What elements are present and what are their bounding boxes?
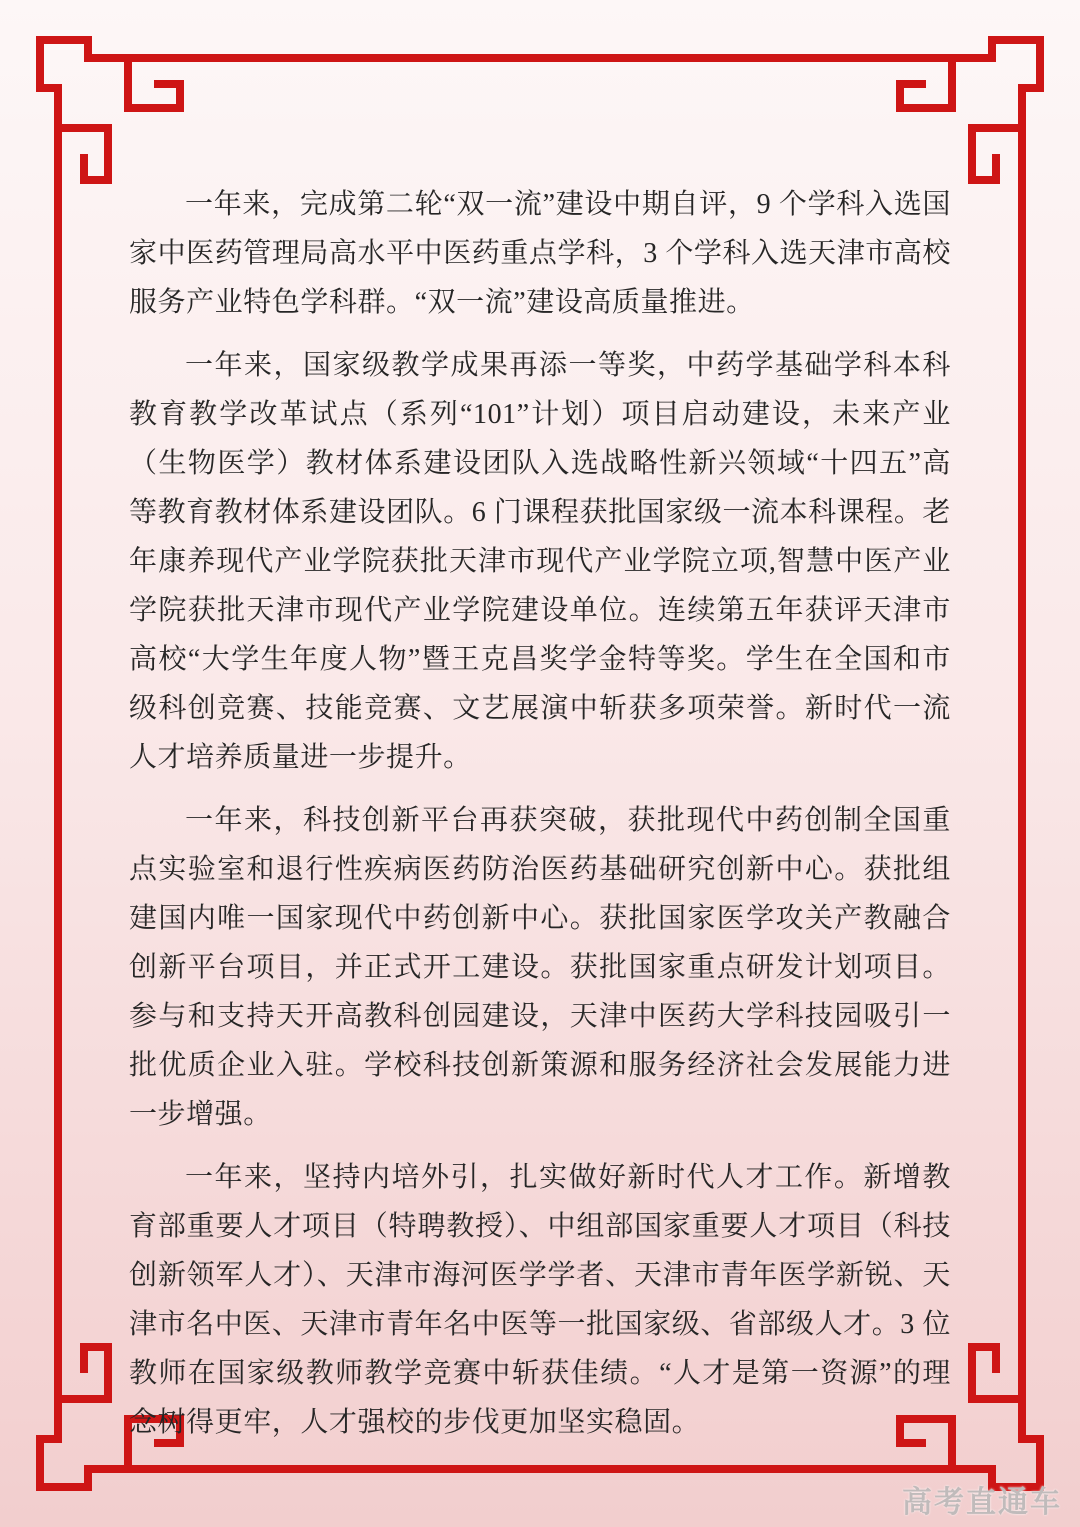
body-paragraph: 一年来，科技创新平台再获突破，获批现代中药创制全国重点实验室和退行性疾病医药防治医药基础研究创新中心。获批组建国内唯一国家现代中药创新中心。获批国家医学攻关产教融合创新平台项目，并正式开工建设。获批国家重点研发计划项目。参与和支持天开高教科创园建设，天津中医药大学科技园吸引一批优质企业入驻。学校科技创新策源和服务经济社会发展能力进一步增强。: [129, 805, 951, 1130]
corner-ornament-top-left-icon: [30, 30, 200, 200]
frame-edge-left: [54, 188, 62, 1339]
body-paragraph: 一年来，国家级教学成果再添一等奖，中药学基础学科本科教育教学改革试点（系列“101”计划）项目启动建设，未来产业（生物医学）教材体系建设团队入选战略性新兴领域“十四五”高等教育教材体系建设团队。6 门课程获批国家级一流本科课程。老年康养现代产业学院获批天津市现代产业学院立项,智慧中医产业学院获批天津市现代产业学院建设单位。连续第五年获评天津市高校“大学生年度人物”暨王克昌奖学金特等奖。学生在全国和市级科创竞赛、技能竞赛、文艺展演中斩获多项荣誉。新时代一流人才培养质量进一步提升。: [129, 350, 951, 773]
watermark-text: 高考直通车: [902, 1486, 1062, 1519]
frame-edge-top: [188, 54, 892, 62]
body-paragraph: 一年来，完成第二轮“双一流”建设中期自评，9 个学科入选国家中医药管理局高水平中医药重点学科，3 个学科入选天津市高校服务产业特色学科群。“双一流”建设高质量推进。: [129, 189, 951, 318]
corner-ornament-top-right-icon: [880, 30, 1050, 200]
body-paragraph: 一年来，坚持内培外引，扎实做好新时代人才工作。新增教育部重要人才项目（特聘教授）、中组部国家重要人才项目（科技创新领军人才）、天津市海河医学学者、天津市青年医学新锐、天津市名中医、天津市青年名中医等一批国家级、省部级人才。3 位教师在国家级教师教学竞赛中斩获佳绩。“人才是第一资源”的理念树得更牢，人才强校的步伐更加坚实稳固。: [129, 1162, 951, 1438]
frame-edge-bottom: [188, 1465, 892, 1473]
frame-edge-right: [1018, 188, 1026, 1339]
document-body: [129, 180, 951, 1461]
